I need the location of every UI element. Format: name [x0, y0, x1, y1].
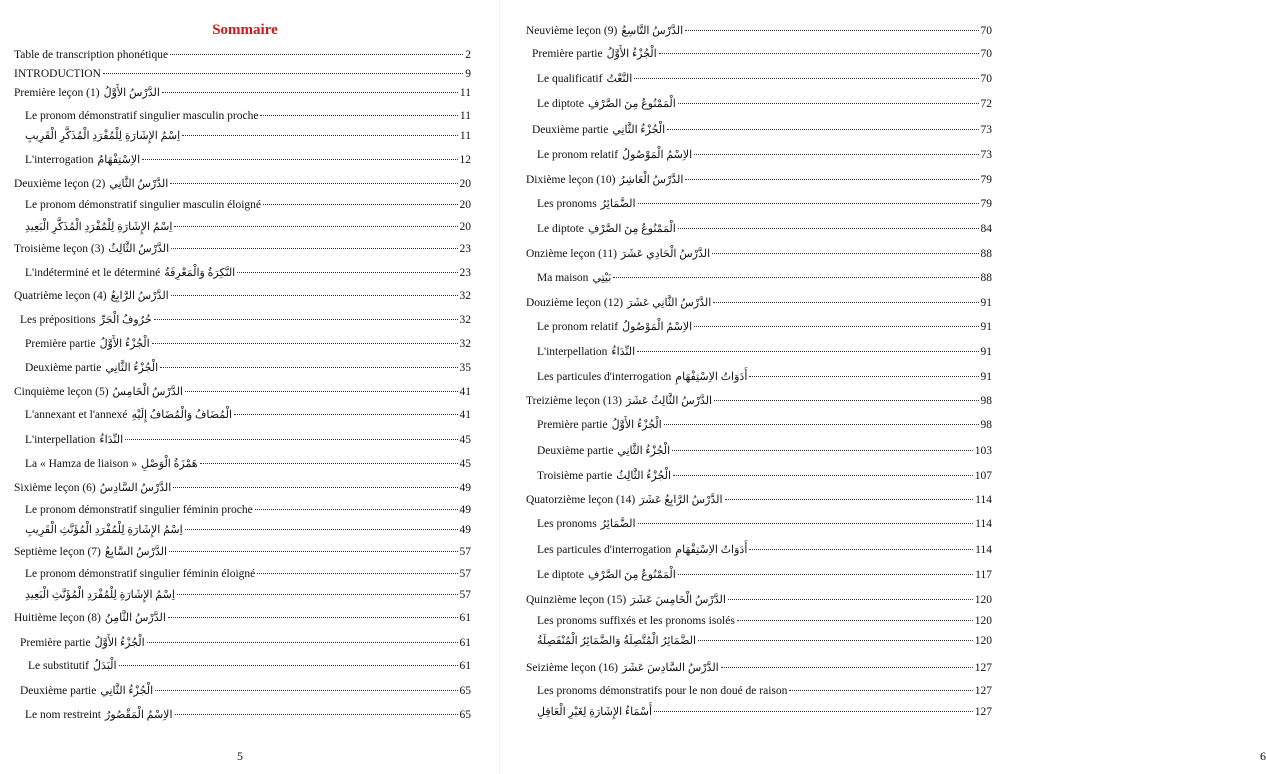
- dot-leader: [147, 642, 458, 643]
- entry-page-number: 61: [459, 612, 471, 624]
- entry-label: Quatrième leçon (4): [14, 290, 107, 302]
- entry-label: Quatorzième leçon (14): [526, 494, 636, 506]
- entry-label: Les pronoms: [537, 198, 597, 210]
- entry-label: Les pronoms suffixés et les pronoms isolés: [537, 615, 735, 627]
- entry-label: L'annexant et l'annexé: [25, 409, 128, 421]
- entry-page-number: 127: [974, 662, 992, 674]
- dot-leader: [694, 326, 978, 327]
- dot-leader: [713, 302, 978, 303]
- entry-page-number: 70: [980, 25, 992, 37]
- entry-arabic-title: النِّدَاءُ: [611, 346, 636, 358]
- entry-label: Neuvième leçon (9): [526, 25, 618, 37]
- dot-leader: [728, 599, 973, 600]
- entry-page-number: 20: [459, 178, 471, 190]
- entry-arabic-title: الدَّرْسُ الْحَادِي عَشَرَ: [620, 248, 711, 260]
- dot-leader: [712, 253, 978, 254]
- toc-entry: [14, 708, 471, 722]
- entry-arabic-title: الدَّرْسُ الثَّانِي: [109, 178, 169, 190]
- entry-arabic-title: الاِسْتِفْهَامُ: [97, 154, 141, 166]
- dot-leader: [667, 129, 978, 130]
- dot-leader: [103, 73, 463, 74]
- dot-leader: [182, 135, 458, 136]
- dot-leader: [721, 667, 973, 668]
- dot-leader: [177, 594, 458, 595]
- toc-entry: [14, 408, 471, 422]
- dot-leader: [673, 475, 973, 476]
- dot-leader: [737, 620, 973, 621]
- dot-leader: [234, 414, 457, 415]
- entry-label: Le diptote: [537, 98, 584, 110]
- entry-arabic-title: الدَّرْسُ الثَّانِي عَشَرَ: [627, 297, 712, 309]
- toc-entry: [526, 247, 992, 261]
- entry-page-number: 79: [980, 174, 992, 186]
- left-page: [0, 0, 490, 774]
- dot-leader: [255, 509, 458, 510]
- entry-label: Le pronom relatif: [537, 321, 619, 333]
- entry-page-number: 79: [980, 198, 992, 210]
- dot-leader: [678, 103, 979, 104]
- entry-page-number: 49: [459, 482, 471, 494]
- page-number-left: 5: [237, 749, 243, 763]
- entry-arabic-title: النَّعْتُ: [606, 73, 633, 85]
- entry-page-number: 49: [459, 524, 471, 536]
- entry-arabic-title: أَدَوَاتُ الاِسْتِفْهَامِ: [675, 544, 748, 556]
- entry-label: Quinzième leçon (15): [526, 594, 627, 606]
- entry-label: Les particules d'interrogation: [537, 371, 672, 383]
- entry-page-number: 120: [974, 615, 992, 627]
- entry-arabic-title: اِسْمُ الإِشَارَةِ لِلْمُفْرَدِ الْمُؤَنَّثِ الْقَرِيبِ: [25, 524, 183, 536]
- dot-leader: [168, 617, 458, 618]
- toc-entry: [14, 503, 471, 517]
- dot-leader: [685, 30, 978, 31]
- entry-arabic-title: الدَّرْسُ السَّادِسَ عَشَرَ: [621, 662, 719, 674]
- entry-page-number: 57: [459, 568, 471, 580]
- toc-entry: [526, 24, 992, 38]
- entry-label: Première partie: [532, 48, 603, 60]
- entry-arabic-title: الْجُزْءُ الثَّانِي: [105, 362, 159, 374]
- entry-label: Première partie: [537, 419, 608, 431]
- entry-label: Le substitutif: [28, 660, 90, 672]
- toc-entry: [526, 418, 992, 432]
- entry-label: Le qualificatif: [537, 73, 603, 85]
- entry-label: Le pronom relatif: [537, 149, 619, 161]
- toc-entry: [14, 567, 471, 581]
- entry-label: Deuxième partie: [20, 685, 97, 697]
- toc-entry: [14, 48, 471, 62]
- toc-entry: [526, 97, 992, 111]
- entry-arabic-title: الْجُزْءُ الأَوَّلُ: [606, 48, 657, 60]
- dot-leader: [725, 499, 974, 500]
- entry-page-number: 91: [980, 346, 992, 358]
- entry-arabic-title: اِسْمُ الإِشَارَةِ لِلْمُفْرَدِ الْمُذَكَّرِ الْبَعِيدِ: [25, 221, 173, 233]
- entry-page-number: 45: [459, 458, 471, 470]
- entry-arabic-title: النِّدَاءُ: [99, 434, 124, 446]
- entry-page-number: 98: [980, 419, 992, 431]
- toc-entry: [526, 296, 992, 310]
- toc-entry: [526, 72, 992, 86]
- toc-entry: [14, 153, 471, 167]
- entry-arabic-title: الدَّرْسُ الْخَامِسَ عَشَرَ: [630, 594, 726, 606]
- toc-entry: [526, 543, 992, 557]
- entry-page-number: 11: [459, 130, 471, 142]
- toc-entry: [526, 444, 992, 458]
- entry-arabic-title: الْجُزْءُ الثَّانِي: [612, 124, 666, 136]
- dot-leader: [749, 376, 978, 377]
- entry-label: Huitième leçon (8): [14, 612, 101, 624]
- dot-leader: [634, 78, 978, 79]
- toc-entry: [526, 148, 992, 162]
- entry-label: Première partie: [25, 338, 96, 350]
- entry-label: Cinquième leçon (5): [14, 386, 109, 398]
- entry-label: Première partie: [20, 637, 91, 649]
- entry-label: L'indéterminé et le déterminé: [25, 267, 161, 279]
- dot-leader: [260, 115, 457, 116]
- dot-leader: [175, 714, 458, 715]
- entry-page-number: 91: [980, 371, 992, 383]
- page-gutter: [499, 0, 500, 774]
- toc-entry: [526, 271, 992, 285]
- entry-page-number: 9: [465, 68, 471, 80]
- entry-label: Dixième leçon (10): [526, 174, 616, 186]
- toc-entry: [14, 636, 471, 650]
- entry-arabic-title: الاِسْمُ الْمَقْصُورُ: [105, 709, 173, 721]
- entry-page-number: 73: [980, 124, 992, 136]
- dot-leader: [263, 204, 457, 205]
- entry-label: Troisième partie: [537, 470, 613, 482]
- entry-page-number: 114: [975, 544, 992, 556]
- toc-entry: [526, 684, 992, 698]
- entry-page-number: 91: [980, 297, 992, 309]
- entry-arabic-title: هَمْزَةُ الْوَصْلِ: [141, 458, 198, 470]
- entry-arabic-title: الضَّمَائِرُ: [600, 518, 636, 530]
- entry-page-number: 32: [459, 314, 471, 326]
- dot-leader: [170, 183, 457, 184]
- page-title: Sommaire: [212, 22, 278, 38]
- entry-label: L'interpellation: [537, 346, 608, 358]
- toc-entry: [14, 659, 471, 673]
- entry-label: La « Hamza de liaison »: [25, 458, 138, 470]
- entry-label: Treizième leçon (13): [526, 395, 623, 407]
- entry-arabic-title: الاِسْمُ الْمَوْصُولُ: [622, 149, 693, 161]
- dot-leader: [685, 179, 978, 180]
- entry-arabic-title: الضَّمَائِرُ الْمُتَّصِلَةُ وَالضَّمَائِرُ الْمُنْفَصِلَةُ: [537, 635, 697, 647]
- entry-page-number: 103: [974, 445, 992, 457]
- entry-label: Ma maison: [537, 272, 589, 284]
- toc-entry: [14, 109, 471, 123]
- toc-entry: [14, 198, 471, 212]
- toc-entry: [14, 86, 471, 100]
- entry-page-number: 127: [974, 706, 992, 718]
- toc-entry: [14, 129, 471, 143]
- toc-entry: [14, 457, 471, 471]
- dot-leader: [174, 226, 457, 227]
- dot-leader: [698, 640, 973, 641]
- entry-label: Le diptote: [537, 569, 584, 581]
- entry-arabic-title: الدَّرْسُ السَّادِسُ: [99, 482, 172, 494]
- entry-arabic-title: الاِسْمُ الْمَوْصُولُ: [622, 321, 693, 333]
- dot-leader: [152, 343, 458, 344]
- entry-arabic-title: حُرُوفُ الْجَرِّ: [99, 314, 152, 326]
- entry-page-number: 11: [459, 110, 471, 122]
- entry-label: Les prépositions: [20, 314, 96, 326]
- entry-page-number: 70: [980, 73, 992, 85]
- dot-leader: [155, 690, 457, 691]
- toc-entry: [14, 523, 471, 537]
- toc-entry: [526, 345, 992, 359]
- toc-entry: [526, 173, 992, 187]
- entry-arabic-title: الْجُزْءُ الثَّالِثُ: [616, 470, 672, 482]
- entry-arabic-title: اِسْمُ الإِشَارَةِ لِلْمُفْرَدِ الْمُؤَنَّثِ الْبَعِيدِ: [25, 589, 175, 601]
- entry-page-number: 23: [459, 267, 471, 279]
- dot-leader: [664, 424, 979, 425]
- entry-label: Le diptote: [537, 223, 584, 235]
- entry-arabic-title: الْبَدَلُ: [93, 660, 117, 672]
- dot-leader: [714, 400, 978, 401]
- entry-page-number: 32: [459, 290, 471, 302]
- dot-leader: [694, 154, 978, 155]
- dot-leader: [237, 272, 457, 273]
- entry-page-number: 88: [980, 272, 992, 284]
- entry-page-number: 73: [980, 149, 992, 161]
- toc-entry: [526, 469, 992, 483]
- toc-entry: [14, 337, 471, 351]
- entry-arabic-title: الْمَمْنُوعُ مِنَ الصَّرْفِ: [587, 98, 676, 110]
- entry-page-number: 65: [459, 685, 471, 697]
- entry-page-number: 120: [974, 594, 992, 606]
- entry-label: Onzième leçon (11): [526, 248, 617, 260]
- entry-arabic-title: الدَّرْسُ الثَّالِثُ: [108, 243, 170, 255]
- entry-page-number: 41: [459, 409, 471, 421]
- entry-label: Sixième leçon (6): [14, 482, 96, 494]
- entry-label: Table de transcription phonétique: [14, 49, 169, 61]
- toc-entry: [526, 197, 992, 211]
- entry-label: Septième leçon (7): [14, 546, 101, 558]
- toc-entry: [526, 222, 992, 236]
- entry-arabic-title: الضَّمَائِرُ: [600, 198, 636, 210]
- dot-leader: [185, 391, 458, 392]
- entry-page-number: 2: [465, 49, 471, 61]
- page-number-right: 6: [1260, 749, 1266, 763]
- entry-page-number: 11: [459, 87, 471, 99]
- entry-arabic-title: الدَّرْسُ الْخَامِسُ: [112, 386, 183, 398]
- entry-page-number: 32: [459, 338, 471, 350]
- dot-leader: [678, 228, 979, 229]
- entry-label: Le pronom démonstratif singulier masculin éloigné: [25, 199, 262, 211]
- entry-label: Première leçon (1): [14, 87, 100, 99]
- entry-arabic-title: الدَّرْسُ السَّابِعُ: [104, 546, 168, 558]
- dot-leader: [142, 159, 457, 160]
- entry-arabic-title: أَدَوَاتُ الاِسْتِفْهَامِ: [675, 371, 748, 383]
- toc-entry: [14, 289, 471, 303]
- entry-arabic-title: الْجُزْءُ الثَّانِي: [100, 685, 154, 697]
- toc-entry: [14, 67, 471, 81]
- toc-entry: [526, 517, 992, 531]
- dot-leader: [749, 549, 973, 550]
- entry-page-number: 35: [459, 362, 471, 374]
- entry-arabic-title: الدَّرْسُ التَّاسِعُ: [621, 25, 684, 37]
- dot-leader: [672, 450, 973, 451]
- entry-page-number: 114: [975, 518, 992, 530]
- dot-leader: [154, 319, 458, 320]
- toc-entry: [526, 123, 992, 137]
- entry-page-number: 61: [459, 660, 471, 672]
- entry-page-number: 127: [974, 685, 992, 697]
- entry-page-number: 41: [459, 386, 471, 398]
- entry-arabic-title: النَّكِرَةُ وَالْمَعْرِفَةُ: [164, 267, 236, 279]
- toc-entry: [14, 266, 471, 280]
- dot-leader: [654, 711, 973, 712]
- entry-page-number: 117: [975, 569, 992, 581]
- right-page: [510, 0, 1266, 774]
- toc-entry: [526, 47, 992, 61]
- entry-label: L'interrogation: [25, 154, 94, 166]
- entry-label: Les pronoms démonstratifs pour le non doué de raison: [537, 685, 788, 697]
- entry-page-number: 20: [459, 199, 471, 211]
- toc-entry: [14, 177, 471, 191]
- dot-leader: [125, 439, 457, 440]
- entry-label: Deuxième partie: [537, 445, 614, 457]
- toc-entry: [14, 242, 471, 256]
- entry-arabic-title: أَسْمَاءُ الإِشَارَةِ لِغَيْرِ الْعَاقِلِ: [537, 706, 653, 718]
- toc-entry: [526, 320, 992, 334]
- entry-label: Le pronom démonstratif singulier féminin éloigné: [25, 568, 256, 580]
- toc-entry: [14, 385, 471, 399]
- entry-label: Deuxième partie: [532, 124, 609, 136]
- entry-page-number: 45: [459, 434, 471, 446]
- toc-entry: [526, 705, 992, 719]
- entry-page-number: 107: [974, 470, 992, 482]
- toc-entry: [14, 611, 471, 625]
- entry-arabic-title: الْجُزْءُ الأَوَّلُ: [611, 419, 662, 431]
- entry-arabic-title: الدَّرْسُ الثَّالِثُ عَشَرَ: [626, 395, 713, 407]
- entry-arabic-title: الْجُزْءُ الثَّانِي: [617, 445, 671, 457]
- toc-entry: [14, 361, 471, 375]
- toc-entry: [526, 593, 992, 607]
- toc-entry: [14, 220, 471, 234]
- toc-entry: [14, 433, 471, 447]
- dot-leader: [170, 54, 463, 55]
- entry-page-number: 23: [459, 243, 471, 255]
- dot-leader: [200, 463, 458, 464]
- entry-label: Le pronom démonstratif singulier masculin proche: [25, 110, 259, 122]
- entry-label: L'interpellation: [25, 434, 96, 446]
- entry-label: Douzième leçon (12): [526, 297, 624, 309]
- dot-leader: [169, 551, 457, 552]
- entry-label: Les pronoms: [537, 518, 597, 530]
- entry-label: Seizième leçon (16): [526, 662, 618, 674]
- dot-leader: [678, 574, 973, 575]
- dot-leader: [257, 573, 457, 574]
- toc-entry: [14, 684, 471, 698]
- entry-arabic-title: الْمَمْنُوعُ مِنَ الصَّرْفِ: [587, 569, 676, 581]
- toc-entry: [526, 493, 992, 507]
- entry-arabic-title: الدَّرْسُ الْعَاشِرُ: [619, 174, 684, 186]
- dot-leader: [638, 203, 979, 204]
- dot-leader: [171, 248, 457, 249]
- entry-page-number: 70: [980, 48, 992, 60]
- entry-label: Les particules d'interrogation: [537, 544, 672, 556]
- entry-label: Deuxième partie: [25, 362, 102, 374]
- entry-arabic-title: الْمُضَافُ وَالْمُضَافُ إِلَيْهِ: [131, 409, 233, 421]
- entry-arabic-title: الدَّرْسُ الثَّامِنُ: [104, 612, 166, 624]
- entry-page-number: 65: [459, 709, 471, 721]
- entry-label: Deuxième leçon (2): [14, 178, 106, 190]
- dot-leader: [613, 277, 978, 278]
- toc-entry: [526, 661, 992, 675]
- entry-page-number: 20: [459, 221, 471, 233]
- entry-arabic-title: الدَّرْسُ الأَوَّلُ: [103, 87, 160, 99]
- toc-entry: [14, 588, 471, 602]
- dot-leader: [659, 53, 979, 54]
- dot-leader: [173, 487, 457, 488]
- toc-entry: [526, 634, 992, 648]
- entry-arabic-title: اِسْمُ الإِشَارَةِ لِلْمُفْرَدِ الْمُذَكَّرِ الْقَرِيبِ: [25, 130, 181, 142]
- entry-page-number: 91: [980, 321, 992, 333]
- entry-page-number: 72: [980, 98, 992, 110]
- entry-page-number: 88: [980, 248, 992, 260]
- entry-arabic-title: الْجُزْءُ الأَوَّلُ: [94, 637, 145, 649]
- dot-leader: [162, 92, 458, 93]
- toc-entry: [526, 370, 992, 384]
- entry-label: Troisième leçon (3): [14, 243, 105, 255]
- dot-leader: [637, 351, 978, 352]
- dot-leader: [789, 690, 972, 691]
- toc-entry: [526, 568, 992, 582]
- toc-entry: [14, 313, 471, 327]
- entry-page-number: 12: [459, 154, 471, 166]
- dot-leader: [171, 295, 458, 296]
- entry-label: Le pronom démonstratif singulier féminin proche: [25, 504, 253, 516]
- toc-entry: [526, 394, 992, 408]
- entry-arabic-title: بَيْتِي: [592, 272, 612, 284]
- entry-page-number: 61: [459, 637, 471, 649]
- toc-entry: [14, 545, 471, 559]
- dot-leader: [638, 523, 974, 524]
- entry-label: INTRODUCTION: [14, 68, 101, 80]
- toc-entry: [526, 614, 992, 628]
- entry-page-number: 98: [980, 395, 992, 407]
- dot-leader: [185, 529, 458, 530]
- entry-arabic-title: الدَّرْسُ الرَّابِعُ عَشَرَ: [639, 494, 723, 506]
- entry-arabic-title: الْجُزْءُ الأَوَّلُ: [99, 338, 150, 350]
- entry-page-number: 114: [975, 494, 992, 506]
- toc-entry: [14, 481, 471, 495]
- dot-leader: [119, 665, 458, 666]
- entry-page-number: 57: [459, 589, 471, 601]
- entry-arabic-title: الْمَمْنُوعُ مِنَ الصَّرْفِ: [587, 223, 676, 235]
- entry-page-number: 84: [980, 223, 992, 235]
- dot-leader: [160, 367, 457, 368]
- entry-page-number: 57: [459, 546, 471, 558]
- entry-page-number: 49: [459, 504, 471, 516]
- entry-arabic-title: الدَّرْسُ الرَّابِعُ: [110, 290, 169, 302]
- entry-label: Le nom restreint: [25, 709, 102, 721]
- entry-page-number: 120: [974, 635, 992, 647]
